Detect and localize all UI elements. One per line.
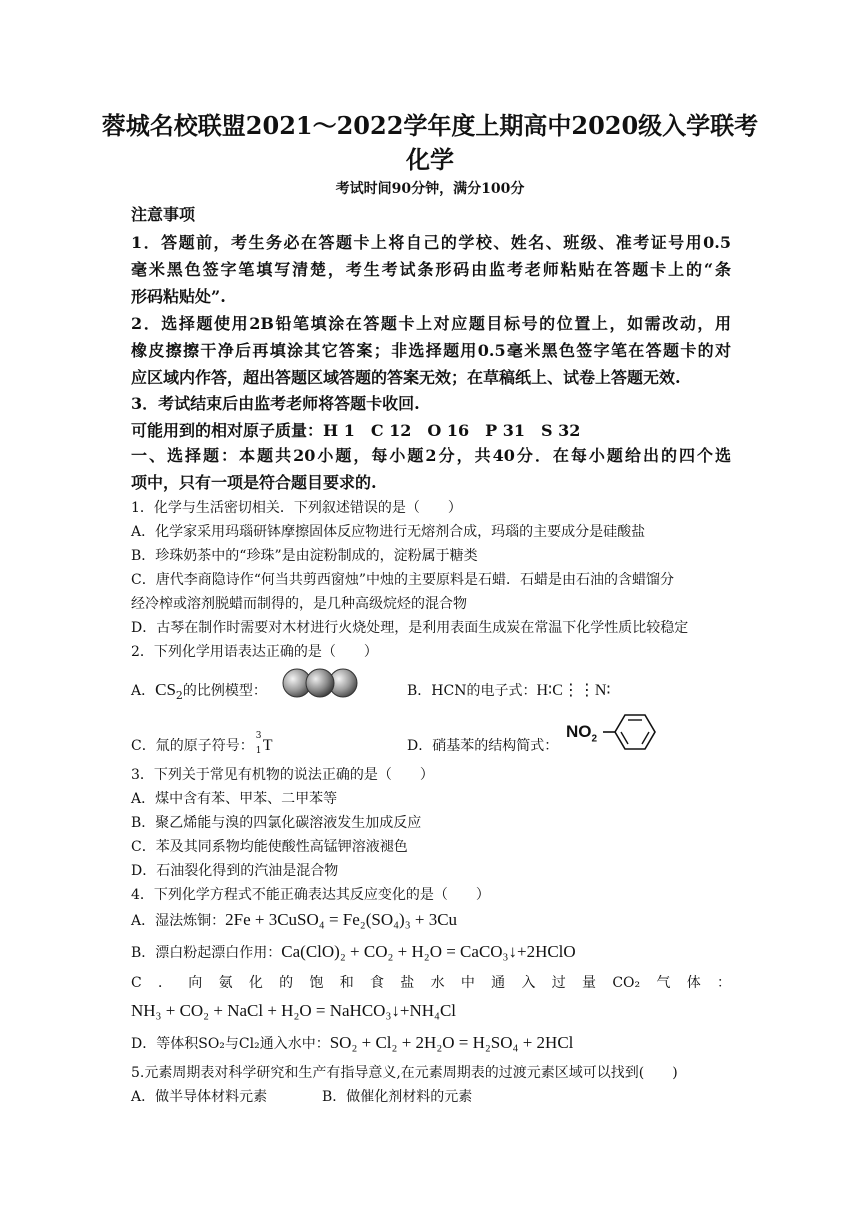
q5-option-b: B．做催化剂材料的元素 xyxy=(322,1089,473,1105)
section-1-line-1: 一、选择题：本题共20小题，每小题2分，共40分．在每小题给出的四个选 xyxy=(131,446,731,465)
q3-option-d: D．石油裂化得到的汽油是混合物 xyxy=(131,863,339,879)
q2-a-text: 的比例模型： xyxy=(182,683,267,699)
q2-option-b xyxy=(407,680,611,700)
q2-a-formula: CS xyxy=(155,680,176,699)
tritium-mass-number: 3 xyxy=(255,731,262,741)
tritium-symbol xyxy=(254,731,276,756)
q4-option-c-equation xyxy=(131,1001,456,1021)
q3-option-c: C．苯及其同系物均能使酸性高锰钾溶液褪色 xyxy=(131,839,408,855)
q4-option-a xyxy=(131,910,457,930)
nitro-group-text: NO xyxy=(566,722,592,741)
notice-item-3: 3．考试结束后由监考老师将答题卡收回. xyxy=(131,394,420,413)
q1-stem: 1．化学与生活密切相关．下列叙述错误的是（ ） xyxy=(131,500,462,516)
q1-option-a: A．化学家采用玛瑙研钵摩擦固体反应物进行无熔剂合成，玛瑙的主要成分是硅酸盐 xyxy=(131,524,646,540)
q4-stem: 4．下列化学方程式不能正确表达其反应变化的是（ ） xyxy=(131,887,490,903)
q2-option-c xyxy=(131,731,276,756)
q2-option-a xyxy=(131,680,267,702)
exam-title: 蓉城名校联盟2021～2022学年度上期高中2020级入学联考 xyxy=(101,111,759,140)
q4-d-text: D．等体积SO₂与Cl₂通入水中： xyxy=(131,1036,330,1052)
section-1-line-2: 项中，只有一项是符合题目要求的. xyxy=(131,473,377,492)
q3-option-a: A．煤中含有苯、甲苯、二甲苯等 xyxy=(131,791,338,807)
notice-item-2-line-1: 2．选择题使用2B铅笔填涂在答题卡上对应题目标号的位置上，如需改动，用 xyxy=(131,314,731,333)
cs2-space-filling-model-icon xyxy=(280,668,362,698)
q4-a-text: A．湿法炼铜： xyxy=(131,913,226,929)
q1-option-d: D．古琴在制作时需要对木材进行火烧处理，是利用表面生成炭在常温下化学性质比较稳定 xyxy=(131,620,689,636)
notice-item-1-line-3: 形码粘贴处”. xyxy=(131,287,226,306)
q4-d-equation: SO₂ + Cl₂ + 2H₂O = H₂SO₄ + 2HCl xyxy=(329,1033,574,1052)
atomic-masses: 可能用到的相对原子质量：H 1 C 12 O 16 P 31 S 32 xyxy=(131,421,581,440)
q1-option-c-line-2: 经冷榨或溶剂脱蜡而制得的，是几种高级烷烃的混合物 xyxy=(131,596,467,612)
notice-item-1-line-1: 1．答题前，考生务必在答题卡上将自己的学校、姓名、班级、准考证号用0.5 xyxy=(131,233,731,252)
q2-a-sub: 2 xyxy=(175,688,183,702)
q5-option-a: A．做半导体材料元素 xyxy=(131,1089,268,1105)
q4-option-d xyxy=(131,1033,573,1053)
q2-c-text: C．氚的原子符号： xyxy=(131,738,254,754)
exam-info: 考试时间90分钟，满分100分 xyxy=(335,181,525,197)
subject-title: 化学 xyxy=(406,145,454,174)
q2-option-d: D．硝基苯的结构简式： xyxy=(407,738,559,754)
notice-item-2-line-3: 应区域内作答，超出答题区域答题的答案无效；在草稿纸上、试卷上答题无效. xyxy=(131,368,681,387)
q4-option-b xyxy=(131,942,576,962)
notice-item-2-line-2: 橡皮擦擦干净后再填涂其它答案；非选择题用0.5毫米黑色签字笔在答题卡的对 xyxy=(131,341,731,360)
q4-option-c-text: C．向氨化的饱和食盐水中通入过量CO₂气体： xyxy=(131,975,731,991)
q4-a-equation: 2Fe + 3CuSO₄ = Fe₂(SO₄)₃ + 3Cu xyxy=(225,910,458,929)
benzene-ring-icon xyxy=(603,711,659,753)
nitro-group-sub: 2 xyxy=(591,733,598,745)
nitro-group-label xyxy=(566,722,597,744)
q1-option-b: B．珍珠奶茶中的“珍珠”是由淀粉制成的，淀粉属于糖类 xyxy=(131,548,478,564)
q3-stem: 3．下列关于常见有机物的说法正确的是（ ） xyxy=(131,767,434,783)
notice-heading: 注意事项 xyxy=(131,205,196,224)
notice-item-1-line-2: 毫米黑色签字笔填写清楚，考生考试条形码由监考老师粘贴在答题卡上的“条 xyxy=(131,260,731,279)
q4-c-equation: NH₃ + CO₂ + NaCl + H₂O = NaHCO₃↓+NH₄Cl xyxy=(131,1001,457,1020)
q4-b-text: B．漂白粉起漂白作用： xyxy=(131,945,282,961)
q2-a-label: A． xyxy=(131,683,156,699)
q2-b-formula: H∶C⋮⋮N∶ xyxy=(536,682,611,699)
q1-option-c-line-1: C．唐代李商隐诗作“何当共剪西窗烛”中烛的主要原料是石蜡．石蜡是由石油的含蜡馏分 xyxy=(131,572,675,588)
q2-stem: 2．下列化学用语表达正确的是（ ） xyxy=(131,644,378,660)
tritium-atomic-number: 1 xyxy=(255,746,262,756)
tritium-letter: T xyxy=(262,737,273,754)
q4-b-equation: Ca(ClO)₂ + CO₂ + H₂O = CaCO₃↓+2HClO xyxy=(281,942,576,961)
q3-option-b: B．聚乙烯能与溴的四氯化碳溶液发生加成反应 xyxy=(131,815,422,831)
q2-b-text: B．HCN的电子式： xyxy=(407,683,537,699)
q5-stem: 5.元素周期表对科学研究和生产有指导意义,在元素周期表的过渡元素区域可以找到( ) xyxy=(131,1065,678,1081)
